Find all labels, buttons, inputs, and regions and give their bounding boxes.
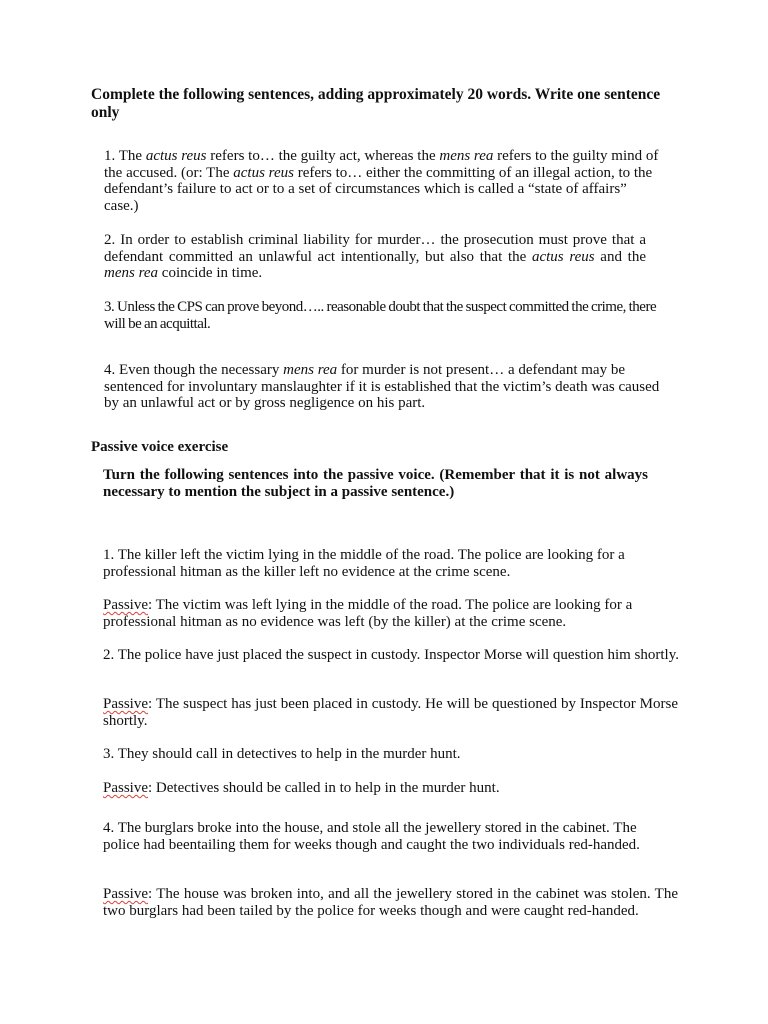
passive-instruction: Turn the following sentences into the passive voice. (Remember that it is not always necessary to mention the subject in a passive sentence.) — [103, 467, 648, 500]
item4-text-c: for murder is not present… a defendant may be sentenced for involuntary manslaughter if it is established that the victim’s death was caused by an unlawful act or by gross negligence on his part. — [104, 362, 660, 411]
item2-term-actus-reus: actus reus — [531, 248, 595, 265]
sentence-item-2 — [104, 232, 646, 282]
item1-term-mens-rea: mens rea — [439, 148, 494, 164]
passive-exercise-2: 2. The police have just placed the suspect in custody. Inspector Morse will question him shortly. — [103, 647, 679, 663]
passive-exercise-3: 3. They should call in detectives to help in the murder hunt. — [103, 746, 461, 762]
passive-label: Passive — [103, 696, 148, 712]
section1-heading: Complete the following sentences, adding approximately 20 words. Write one sentence only — [91, 86, 661, 121]
passive-exercise-1: 1. The killer left the victim lying in the middle of the road. The police are looking for a professional hitman as the killer left no evidence at the crime scene. — [103, 547, 625, 580]
passive-answer-4 — [103, 886, 678, 919]
passive-answer-2 — [103, 696, 678, 729]
item4-term-mens-rea: mens rea — [283, 362, 338, 378]
sentence-item-3: 3. Unless the CPS can prove beyond….. reasonable doubt that the suspect committed the crime, there will be an acquittal. — [104, 299, 657, 332]
passive-answer-1-text: : The victim was left lying in the middle of the road. The police are looking for a professional hitman as no evidence was left (by the killer) at the crime scene. — [103, 597, 633, 630]
item4-text-a: 4. Even though the necessary — [104, 362, 284, 378]
item1-text-c: refers to… the guilty act, whereas the — [206, 148, 440, 164]
passive-exercise-4: 4. The burglars broke into the house, and stole all the jewellery stored in the cabinet. The police had beentailing them for weeks though and caught the two individuals red-handed. — [103, 820, 640, 853]
item2-term-mens-rea: mens rea — [104, 265, 159, 281]
passive-label: Passive — [103, 780, 148, 796]
passive-answer-3 — [103, 780, 678, 797]
passive-answer-2-text: : The suspect has just been placed in custody. He will be questioned by Inspector Morse shortly. — [103, 696, 678, 729]
sentence-item-4 — [104, 362, 664, 412]
item1-text-g: refers to… either the committing of an illegal action, to the defendant’s failure to act or to a set of circumstances which is called a “state of affairs” case.) — [104, 164, 653, 214]
item1-term-actus-reus: actus reus — [145, 148, 207, 164]
passive-answer-1 — [103, 597, 683, 630]
passive-label: Passive — [103, 597, 148, 613]
passive-answer-3-text: : Detectives should be called in to help in the murder hunt. — [148, 780, 500, 796]
sentence-item-1 — [104, 148, 660, 214]
item1-text-e: refers to the guilty mind of the accused. (or: The — [104, 148, 659, 181]
item1-text-a: 1. The — [104, 148, 146, 164]
item1-term-actus-reus-2: actus reus — [233, 164, 294, 181]
item2-text-c: and the — [594, 248, 646, 265]
item2-text-a: 2. In order to establish criminal liability for murder… the prosecution must prove that a defendant committed an unlawful act intentionally, but also that the — [104, 232, 646, 265]
passive-label: Passive — [103, 886, 148, 902]
item2-text-e: coincide in time. — [158, 265, 263, 281]
section2-heading: Passive voice exercise — [91, 439, 229, 455]
passive-answer-4-text: : The house was broken into, and all the jewellery stored in the cabinet was stolen. The two burglars had been tailed by the police for weeks though and were caught red-handed. — [103, 886, 678, 919]
